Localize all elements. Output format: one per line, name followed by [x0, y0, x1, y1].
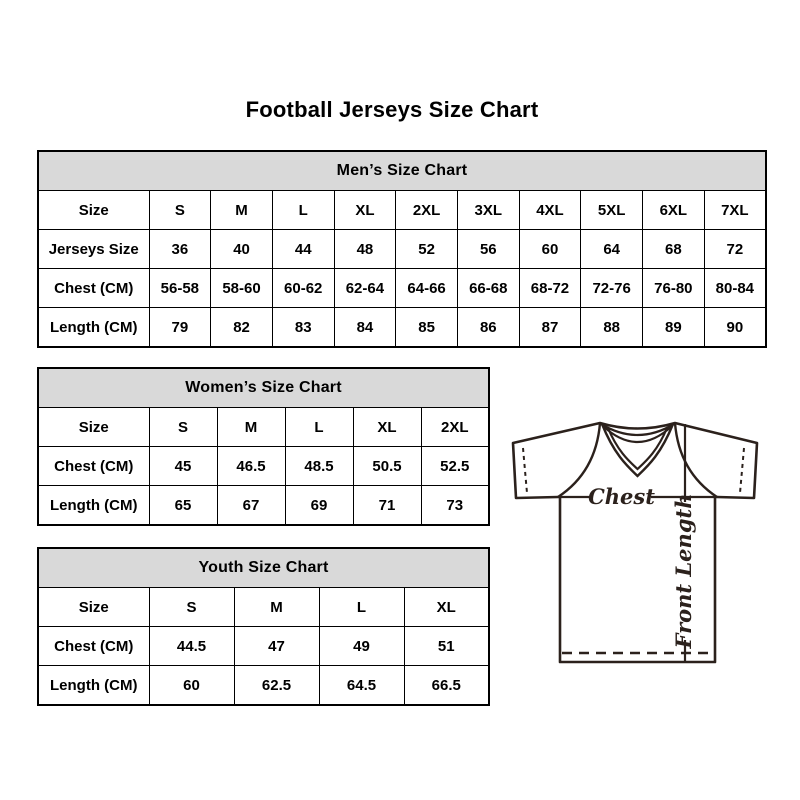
value-cell: S	[149, 588, 234, 627]
row-label-cell: Size	[38, 191, 149, 230]
value-cell: 40	[211, 230, 273, 269]
value-cell: L	[272, 191, 334, 230]
jersey-measurement-diagram	[500, 410, 762, 665]
row-label-cell: Chest (CM)	[38, 447, 149, 486]
womens-size-table	[37, 367, 490, 526]
value-cell: 68	[643, 230, 705, 269]
value-cell: M	[217, 408, 285, 447]
table-header-row	[38, 548, 489, 588]
front-length-label: Front Length	[671, 493, 696, 649]
value-cell: 60	[149, 666, 234, 706]
value-cell: 88	[581, 308, 643, 348]
value-cell: 82	[211, 308, 273, 348]
value-cell: 66.5	[404, 666, 489, 706]
value-cell: 3XL	[457, 191, 519, 230]
youth-size-table	[37, 547, 490, 706]
value-cell: 84	[334, 308, 396, 348]
value-cell: 44	[272, 230, 334, 269]
value-cell: 89	[643, 308, 705, 348]
table-header-row	[38, 368, 489, 408]
value-cell: 64	[581, 230, 643, 269]
value-cell: 52	[396, 230, 458, 269]
value-cell: XL	[404, 588, 489, 627]
value-cell: 62-64	[334, 269, 396, 308]
value-cell: S	[149, 408, 217, 447]
right-cuff-dashed-seam	[740, 448, 744, 493]
table-row	[38, 191, 766, 230]
value-cell: 62.5	[234, 666, 319, 706]
value-cell: M	[211, 191, 273, 230]
table-row	[38, 447, 489, 486]
value-cell: 36	[149, 230, 211, 269]
value-cell: 45	[149, 447, 217, 486]
value-cell: 64-66	[396, 269, 458, 308]
table-title: Women’s Size Chart	[38, 368, 489, 408]
value-cell: 50.5	[353, 447, 421, 486]
row-label-cell: Length (CM)	[38, 308, 149, 348]
chest-label: Chest	[588, 484, 655, 509]
table-row	[38, 408, 489, 447]
value-cell: L	[285, 408, 353, 447]
table-row	[38, 486, 489, 526]
value-cell: 46.5	[217, 447, 285, 486]
left-cuff-dashed-seam	[523, 448, 527, 493]
value-cell: 69	[285, 486, 353, 526]
value-cell: 60	[519, 230, 581, 269]
value-cell: 66-68	[457, 269, 519, 308]
mens-size-table	[37, 150, 767, 348]
value-cell: 5XL	[581, 191, 643, 230]
table-row	[38, 308, 766, 348]
value-cell: 52.5	[421, 447, 489, 486]
value-cell: 56-58	[149, 269, 211, 308]
row-label-cell: Jerseys Size	[38, 230, 149, 269]
table-title: Men’s Size Chart	[38, 151, 766, 191]
value-cell: XL	[353, 408, 421, 447]
value-cell: M	[234, 588, 319, 627]
value-cell: 79	[149, 308, 211, 348]
table-row	[38, 588, 489, 627]
row-label-cell: Size	[38, 588, 149, 627]
value-cell: 71	[353, 486, 421, 526]
value-cell: 87	[519, 308, 581, 348]
jersey-outline	[513, 423, 757, 662]
row-label-cell: Length (CM)	[38, 666, 149, 706]
value-cell: 6XL	[643, 191, 705, 230]
table-row	[38, 627, 489, 666]
table-row	[38, 230, 766, 269]
value-cell: 60-62	[272, 269, 334, 308]
value-cell: 49	[319, 627, 404, 666]
table-row	[38, 666, 489, 706]
value-cell: 64.5	[319, 666, 404, 706]
table-row	[38, 269, 766, 308]
value-cell: 2XL	[396, 191, 458, 230]
value-cell: 73	[421, 486, 489, 526]
value-cell: 51	[404, 627, 489, 666]
value-cell: 68-72	[519, 269, 581, 308]
table-title: Youth Size Chart	[38, 548, 489, 588]
value-cell: 4XL	[519, 191, 581, 230]
value-cell: 48.5	[285, 447, 353, 486]
row-label-cell: Length (CM)	[38, 486, 149, 526]
right-armhole-seam	[675, 423, 717, 497]
value-cell: 47	[234, 627, 319, 666]
value-cell: 83	[272, 308, 334, 348]
value-cell: L	[319, 588, 404, 627]
value-cell: 7XL	[704, 191, 766, 230]
value-cell: S	[149, 191, 211, 230]
value-cell: 65	[149, 486, 217, 526]
jersey-diagram-svg	[500, 410, 762, 665]
value-cell: 58-60	[211, 269, 273, 308]
row-label-cell: Size	[38, 408, 149, 447]
value-cell: 67	[217, 486, 285, 526]
value-cell: 90	[704, 308, 766, 348]
value-cell: XL	[334, 191, 396, 230]
value-cell: 72-76	[581, 269, 643, 308]
page-title: Football Jerseys Size Chart	[245, 97, 539, 122]
value-cell: 48	[334, 230, 396, 269]
value-cell: 76-80	[643, 269, 705, 308]
value-cell: 72	[704, 230, 766, 269]
table-header-row	[38, 151, 766, 191]
row-label-cell: Chest (CM)	[38, 627, 149, 666]
value-cell: 80-84	[704, 269, 766, 308]
value-cell: 85	[396, 308, 458, 348]
row-label-cell: Chest (CM)	[38, 269, 149, 308]
value-cell: 86	[457, 308, 519, 348]
value-cell: 56	[457, 230, 519, 269]
value-cell: 44.5	[149, 627, 234, 666]
value-cell: 2XL	[421, 408, 489, 447]
